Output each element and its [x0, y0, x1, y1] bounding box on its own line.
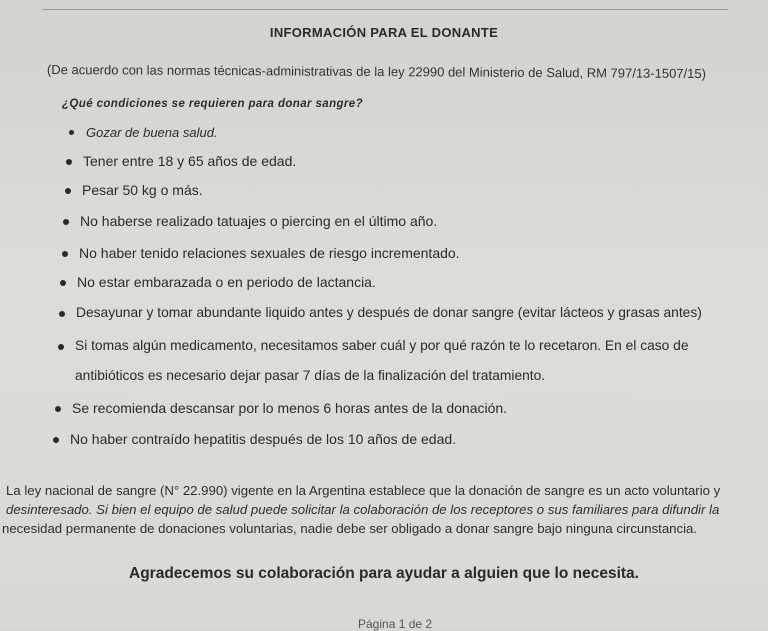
requirements-question: ¿Qué condiciones se requieren para donar sangre?: [62, 98, 364, 110]
list-item-continuation: antibióticos es necesario dejar pasar 7 días de la finalización del tratamiento.: [75, 368, 546, 383]
bullet-icon: [60, 280, 66, 286]
bullet-icon: [66, 159, 72, 165]
law-line-3: necesidad permanente de donaciones voluntarias, nadie debe ser obligado a donar sangre bajo ninguna circunstancia.: [2, 521, 698, 536]
list-item: [79, 245, 460, 261]
list-item-text: No haber tenido relaciones sexuales de riesgo incrementado.: [79, 245, 460, 261]
bullet-icon: [55, 406, 61, 412]
bullet-icon: [69, 130, 74, 135]
list-item: [86, 125, 218, 140]
list-item-text: Se recomienda descansar por lo menos 6 horas antes de la donación.: [72, 400, 508, 416]
legal-reference: (De acuerdo con las normas técnicas-administrativas de la ley 22990 del Ministerio de Salud, RM 797/13-1507/15): [46, 62, 707, 82]
bullet-icon: [53, 437, 59, 443]
bullet-icon: [58, 344, 64, 350]
list-item-text: Desayunar y tomar abundante liquido antes y después de donar sangre (evitar lácteos y grasas antes): [76, 305, 702, 320]
top-divider: [42, 9, 728, 10]
list-item: [75, 338, 689, 383]
list-item-text: Pesar 50 kg o más.: [82, 182, 203, 198]
list-item-text: Si tomas algún medicamento, necesitamos saber cuál y por qué razón te lo recetaron. En el caso de: [75, 338, 689, 353]
list-item: [80, 213, 437, 229]
list-item: [77, 274, 376, 290]
list-item-text: No haber contraído hepatitis después de los 10 años de edad.: [70, 431, 457, 447]
list-item: [76, 305, 702, 320]
bullet-icon: [65, 188, 71, 194]
bullet-icon: [62, 251, 68, 257]
page-title: INFORMACIÓN PARA EL DONANTE: [269, 25, 499, 40]
bullet-icon: [63, 219, 69, 225]
list-item-text: No estar embarazada o en periodo de lactancia.: [77, 274, 376, 290]
list-item: [83, 153, 296, 169]
list-item: [70, 431, 456, 447]
list-item-text: Tener entre 18 y 65 años de edad.: [83, 153, 297, 169]
law-line-2: desinteresado. Si bien el equipo de salud puede solicitar la colaboración de los receptores o sus familiares para difundir la: [6, 502, 720, 517]
bullet-icon: [59, 311, 65, 317]
list-item: [82, 182, 203, 198]
law-line-1: La ley nacional de sangre (N° 22.990) vigente en la Argentina establece que la donación de sangre es un acto voluntario y: [6, 483, 721, 498]
page-number: Página 1 de 2: [358, 617, 433, 631]
list-item-text: No haberse realizado tatuajes o piercing en el último año.: [80, 213, 438, 229]
thanks-message: Agradecemos su colaboración para ayudar a alguien que lo necesita.: [129, 565, 639, 582]
list-item: [72, 400, 507, 416]
list-item-text: Gozar de buena salud.: [86, 125, 218, 140]
law-paragraph: [2, 481, 766, 538]
